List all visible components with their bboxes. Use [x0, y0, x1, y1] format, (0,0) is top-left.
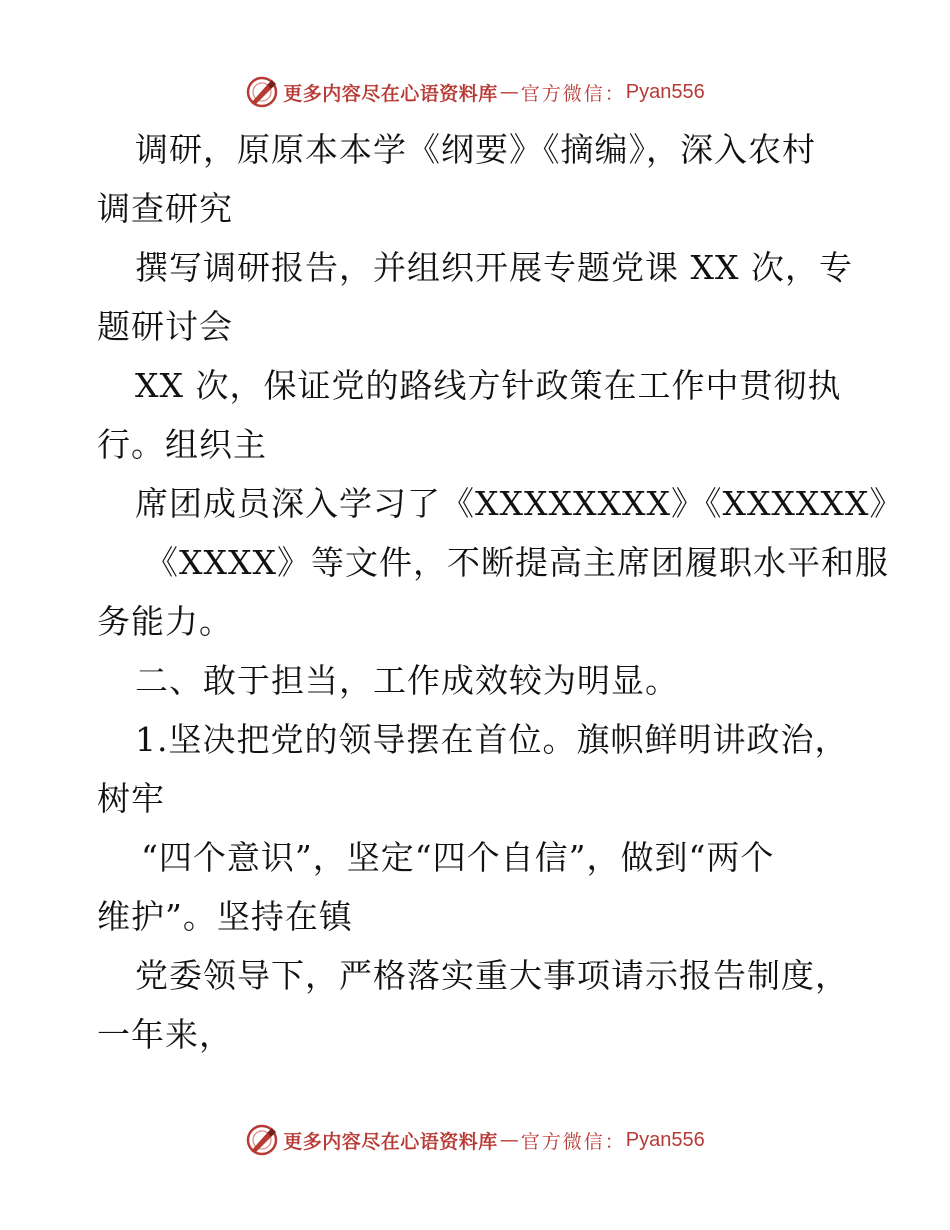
text-line: XX 次，保证党的路线方针政策在工作中贯彻执 [135, 366, 842, 405]
text-line: 《XXXX》等文件，不断提高主席团履职水平和服 [145, 543, 889, 582]
text-line: 一年来， [97, 1015, 233, 1054]
text-line: 撰写调研报告，并组织开展专题党课 XX 次，专 [135, 248, 853, 287]
section-heading: 二、敢于担当，工作成效较为明显。 [135, 661, 679, 700]
header-watermark-banner [0, 72, 950, 112]
text-line: 1.坚决把党的领导摆在首位。旗帜鲜明讲政治， [135, 720, 849, 759]
banner-wechat-id: Pyan556 [625, 80, 705, 103]
text-line: 题研讨会 [97, 307, 233, 346]
text-line: 调研，原原本本学《纲要》《摘编》，深入农村 [135, 130, 816, 169]
pen-logo-icon [245, 75, 279, 109]
text-line: 务能力。 [97, 602, 233, 641]
text-line: 树牢 [97, 779, 165, 818]
text-line: 调查研究 [97, 189, 233, 228]
document-body [97, 120, 904, 1064]
banner-separator: — [499, 81, 519, 103]
banner-wechat-label: 官方微信： [520, 82, 626, 105]
text-line: “四个意识”，坚定“四个自信”，做到“两个 [141, 838, 775, 877]
footer-watermark-banner [0, 1120, 950, 1160]
banner-wechat-id: Pyan556 [625, 1128, 705, 1151]
banner-main-text: 更多内容尽在心语资料库 [283, 1130, 498, 1153]
text-line: 维护”。坚持在镇 [97, 897, 353, 936]
pen-logo-icon [245, 1123, 279, 1157]
text-line: 行。组织主 [97, 425, 267, 464]
banner-main-text: 更多内容尽在心语资料库 [283, 82, 498, 105]
banner-separator: — [499, 1129, 519, 1151]
banner-wechat-label: 官方微信： [520, 1130, 626, 1153]
text-line: 席团成员深入学习了《XXXXXXXX》《XXXXXX》 [135, 484, 904, 523]
text-line: 党委领导下，严格落实重大事项请示报告制度， [135, 956, 849, 995]
